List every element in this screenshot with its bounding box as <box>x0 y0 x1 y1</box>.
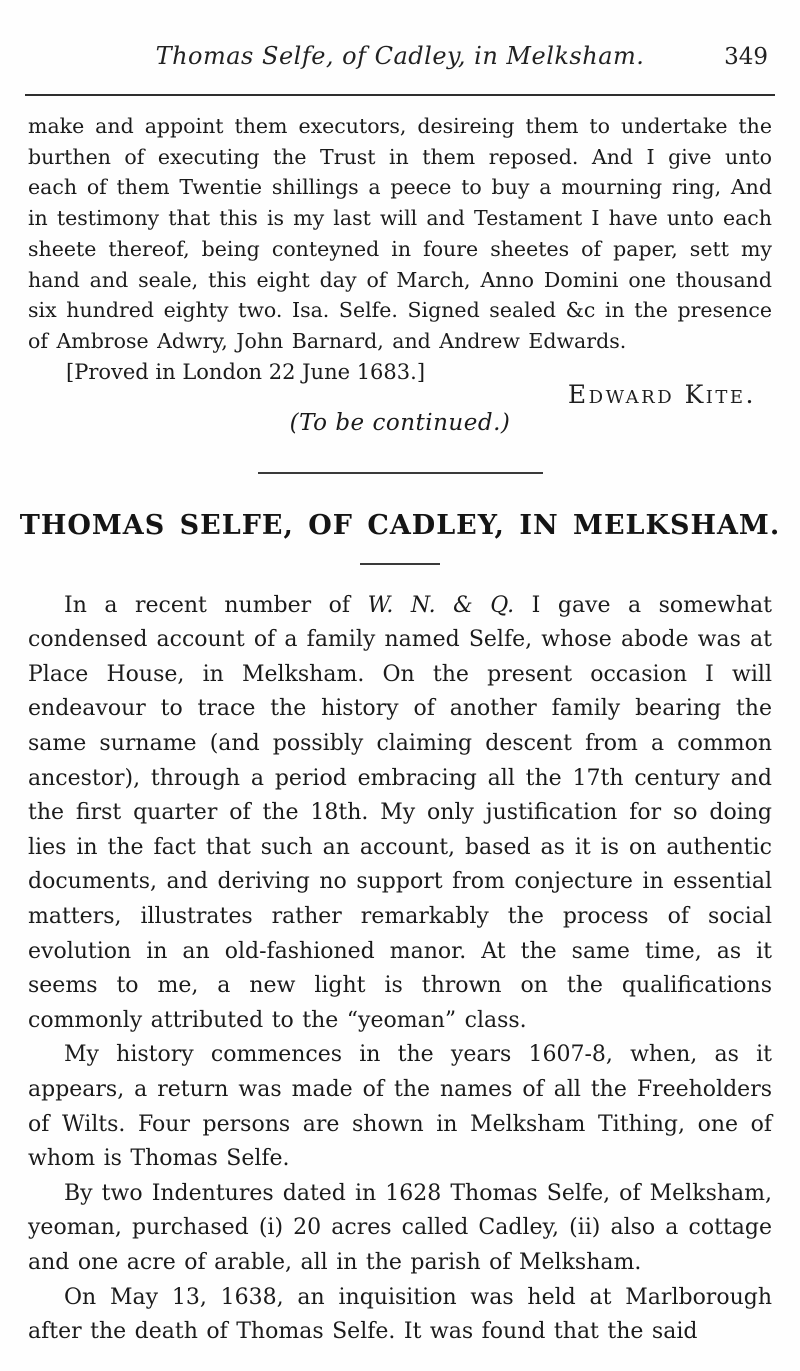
section-divider-rule <box>258 472 543 474</box>
header-rule <box>25 94 775 96</box>
article-paragraph-3: By two Indentures dated in 1628 Thomas Selfe, of Melksham, yeoman, purchased (i) 20 acres called Cadley, (ii) also a cottage and one acre of arable, all in the parish of Melksham. <box>28 1180 772 1275</box>
author-signature: Edward Kite. <box>567 379 756 409</box>
heading-rule <box>360 563 440 565</box>
running-title: Thomas Selfe, of Cadley, in Melksham. <box>155 42 645 70</box>
article-paragraph-2: My history commences in the years 1607-8, when, as it appears, a return was made of the names of all the Freeholders of Wilts. Four persons are shown in Melksham Tithing, one of whom is Thomas Selfe. <box>28 1042 772 1172</box>
paragraph-text: I gave a somewhat condensed account of a family named Selfe, whose abode was at Place House, in Melksham. On the present occasion I will endeavour to trace the history of another family bearing the same surname (and possibly claiming descent from a common ancestor), through a period embracing all the 17th century and the first quarter of the 18th. My only justification for so doing lies in the fact that such an account, based as it is on authentic documents, and deriving no support from conjecture in essential matters, illustrates rather remarkably the process of social evolution in an old-fashioned manor. At the same time, as it seems to me, a new light is thrown on the qualifications commonly attributed to the “yeoman” class. <box>28 592 772 1033</box>
will-transcript-section <box>0 111 800 436</box>
will-paragraph: make and appoint them executors, desireing them to undertake the burthen of executing the Trust in them reposed. And I give unto each of them Twentie shillings a peece to buy a mourning ring, And in testimony that this is my last will and Testament I have unto each sheete thereof, being conteyned in foure sheetes of paper, sett my hand and seale, this eight day of March, Anno Domini one thousand six hundred eighty two. Isa. Selfe. Signed sealed &c in the presence of Ambrose Adwry, John Barnard, and Andrew Edwards. <box>28 114 772 353</box>
probate-note: [Proved in London 22 June 1683.] <box>66 359 426 384</box>
page-number: 349 <box>724 44 768 70</box>
article-paragraph-1 <box>28 589 772 1039</box>
continuation-note: (To be continued.) <box>289 409 511 436</box>
article-paragraph-4: On May 13, 1638, an inquisition was held at Marlborough after the death of Thomas Selfe. It was found that the said <box>28 1284 772 1345</box>
running-header <box>0 0 800 80</box>
article-section <box>0 510 800 1350</box>
article-title: THOMAS SELFE, OF CADLEY, IN MELKSHAM. <box>19 509 781 541</box>
paragraph-text: In a recent number of <box>64 592 368 618</box>
journal-abbreviation: W. N. & Q. <box>367 592 515 618</box>
